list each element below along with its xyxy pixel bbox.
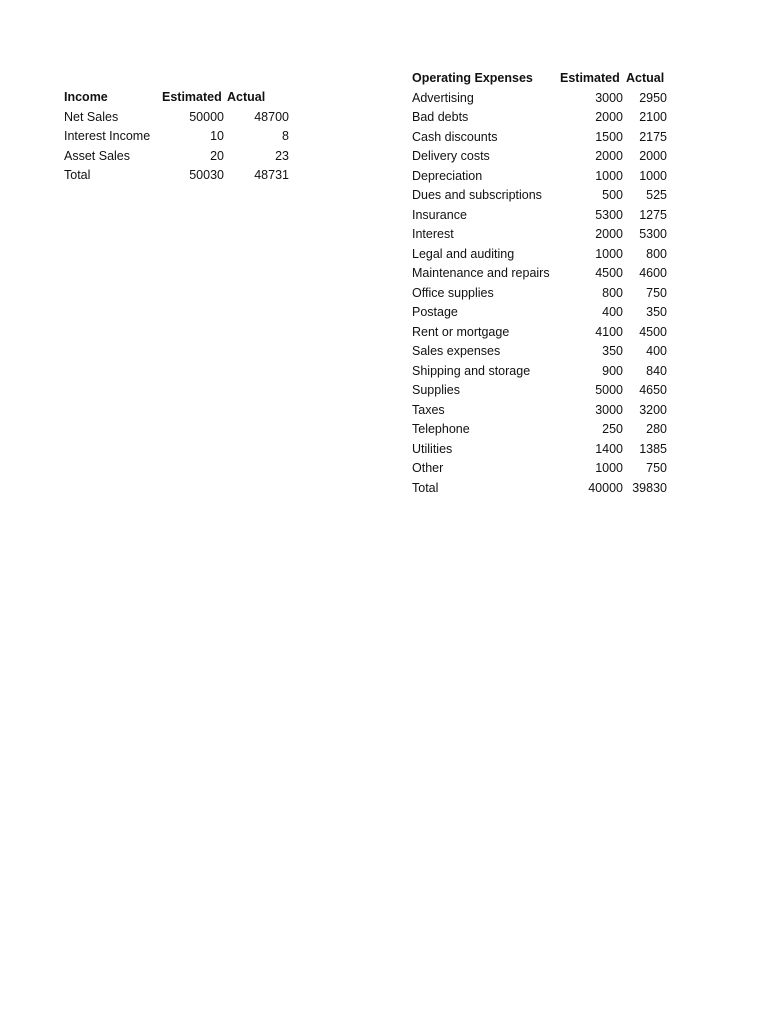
table-row	[412, 206, 667, 226]
row-label: Delivery costs	[412, 149, 490, 163]
row-label: Telephone	[412, 422, 470, 436]
row-estimated: 1000	[595, 461, 623, 475]
table-row	[412, 225, 667, 245]
row-label: Cash discounts	[412, 129, 498, 144]
table-row	[64, 127, 289, 147]
table-row	[412, 167, 667, 187]
row-actual: 750	[646, 285, 667, 300]
table-row	[412, 284, 667, 304]
row-actual: 48731	[254, 168, 289, 182]
row-estimated: 2000	[595, 149, 623, 163]
row-label: Shipping and storage	[412, 363, 531, 378]
row-label: Net Sales	[64, 109, 119, 124]
table-row-total	[412, 479, 667, 499]
row-label: Taxes	[412, 402, 445, 417]
row-actual: 525	[646, 188, 667, 202]
row-estimated: 1000	[595, 246, 623, 261]
row-actual: 2000	[639, 149, 667, 163]
row-actual: 2175	[639, 129, 667, 144]
row-label: Supplies	[412, 383, 460, 397]
row-actual: 1000	[639, 168, 667, 183]
row-estimated: 3000	[595, 402, 623, 417]
row-label: Office supplies	[412, 285, 494, 300]
row-estimated: 900	[602, 363, 623, 378]
expenses-header-label: Operating Expenses	[412, 71, 533, 85]
row-actual: 1275	[639, 207, 667, 222]
row-actual: 3200	[639, 402, 667, 417]
table-row	[412, 459, 667, 479]
table-row	[412, 440, 667, 460]
row-actual: 840	[646, 363, 667, 378]
row-actual: 750	[646, 461, 667, 475]
income-header-label: Income	[64, 90, 108, 104]
income-header-actual: Actual	[227, 90, 266, 104]
row-label: Sales expenses	[412, 344, 501, 358]
table-row	[64, 108, 289, 128]
row-label: Dues and subscriptions	[412, 188, 542, 202]
row-estimated: 10	[210, 129, 224, 143]
row-estimated: 4500	[595, 266, 623, 280]
row-actual: 5300	[639, 227, 667, 241]
row-label: Total	[64, 168, 91, 182]
row-actual: 48700	[254, 109, 289, 124]
row-estimated: 1400	[595, 441, 623, 456]
row-actual: 400	[646, 344, 667, 358]
row-label: Advertising	[412, 90, 474, 105]
row-label: Legal and auditing	[412, 246, 515, 261]
table-row	[412, 147, 667, 167]
table-row	[412, 381, 667, 401]
row-actual: 2950	[639, 90, 667, 105]
table-row	[412, 264, 667, 284]
row-estimated: 3000	[595, 90, 623, 105]
row-label: Utilities	[412, 441, 453, 456]
row-estimated: 2000	[595, 110, 623, 124]
row-label: Insurance	[412, 207, 467, 222]
row-actual: 1385	[639, 441, 667, 456]
table-row	[412, 128, 667, 148]
table-row	[412, 420, 667, 440]
expenses-header-estimated: Estimated	[560, 71, 620, 85]
row-label: Interest	[412, 227, 454, 241]
row-actual: 4600	[639, 266, 667, 280]
row-actual: 800	[646, 246, 667, 261]
row-estimated: 5000	[595, 383, 623, 397]
row-actual: 350	[646, 305, 667, 319]
row-actual: 39830	[632, 480, 667, 495]
row-estimated: 5300	[595, 207, 623, 222]
row-actual: 280	[646, 422, 667, 436]
row-estimated: 20	[210, 148, 224, 163]
table-row	[64, 147, 289, 167]
table-row	[412, 323, 667, 343]
row-estimated: 350	[602, 344, 623, 358]
table-row	[412, 89, 667, 109]
row-label: Postage	[412, 305, 458, 319]
row-actual: 4500	[639, 324, 667, 339]
row-label: Total	[412, 480, 439, 495]
table-row	[412, 186, 667, 206]
row-label: Asset Sales	[64, 148, 131, 163]
table-row	[412, 401, 667, 421]
row-actual: 23	[275, 148, 289, 163]
row-estimated: 40000	[588, 480, 623, 495]
row-estimated: 800	[602, 285, 623, 300]
row-estimated: 500	[602, 188, 623, 202]
table-row	[412, 108, 667, 128]
table-row	[412, 245, 667, 265]
expenses-header-row	[412, 69, 667, 89]
row-label: Bad debts	[412, 110, 469, 124]
row-estimated: 4100	[595, 324, 623, 339]
row-actual: 2100	[639, 110, 667, 124]
row-label: Rent or mortgage	[412, 324, 510, 339]
operating-expenses-table	[412, 69, 667, 498]
row-estimated: 1000	[595, 168, 623, 183]
row-label: Other	[412, 461, 444, 475]
row-actual: 4650	[639, 383, 667, 397]
row-label: Depreciation	[412, 168, 483, 183]
row-estimated: 400	[602, 305, 623, 319]
income-header-row	[64, 88, 289, 108]
income-table	[64, 88, 289, 186]
income-header-estimated: Estimated	[162, 90, 222, 104]
table-row	[412, 362, 667, 382]
row-label: Maintenance and repairs	[412, 266, 550, 280]
row-estimated: 1500	[595, 129, 623, 144]
row-estimated: 50000	[189, 109, 224, 124]
row-estimated: 50030	[189, 168, 224, 182]
row-label: Interest Income	[64, 129, 151, 143]
expenses-header-actual: Actual	[626, 71, 665, 85]
row-estimated: 2000	[595, 227, 623, 241]
table-row-total	[64, 166, 289, 186]
row-actual: 8	[282, 129, 289, 143]
table-row	[412, 342, 667, 362]
table-row	[412, 303, 667, 323]
row-estimated: 250	[602, 422, 623, 436]
